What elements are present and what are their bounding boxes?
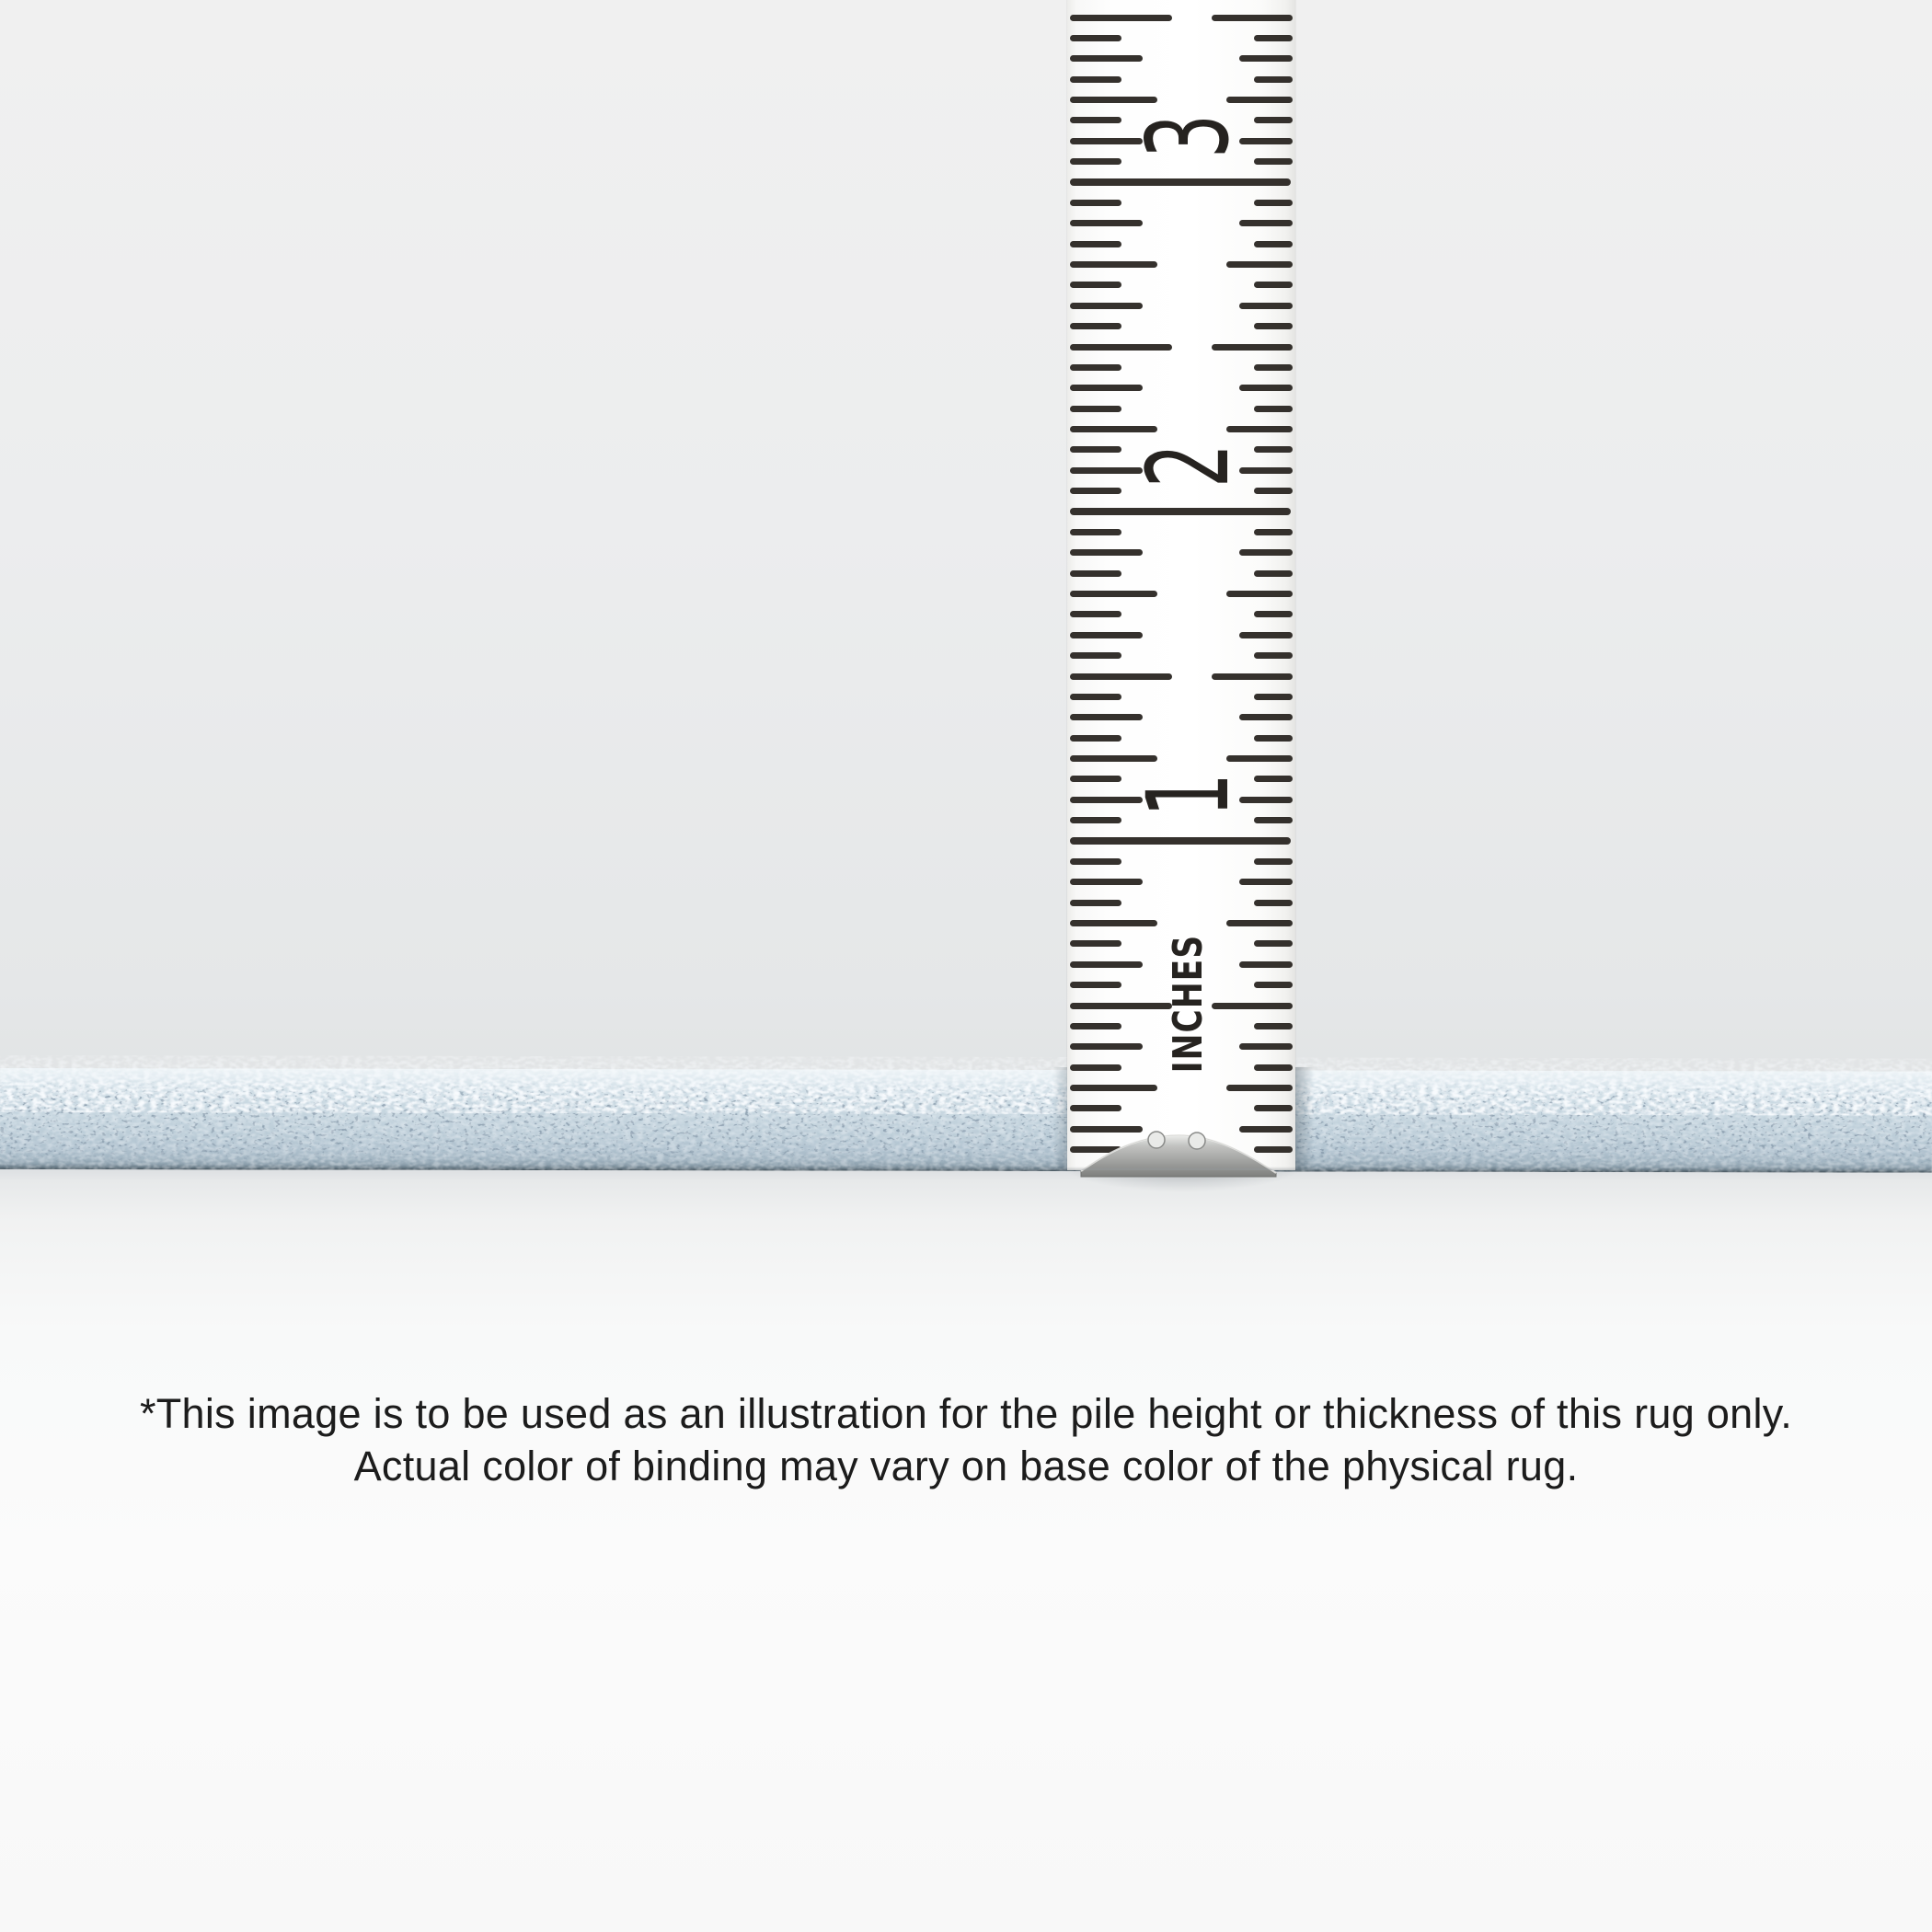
ruler-tick: [1070, 652, 1121, 659]
ruler-tick: [1070, 982, 1121, 988]
ruler-tick: [1254, 117, 1293, 123]
rivet: [1148, 1132, 1165, 1148]
ruler-tick: [1254, 323, 1293, 329]
ruler-tick: [1070, 117, 1121, 123]
rug-texture: [0, 1055, 1932, 1173]
ruler-unit-label: INCHES: [1165, 934, 1212, 1074]
ruler-tick: [1254, 940, 1293, 947]
ruler-tick: [1070, 364, 1121, 371]
ruler-tick: [1070, 282, 1121, 288]
ruler-tick: [1254, 611, 1293, 617]
ruler-tick: [1254, 200, 1293, 206]
ruler-tick: [1070, 1023, 1121, 1029]
ruler-inch-line: [1070, 837, 1291, 845]
ruler-tick: [1254, 529, 1293, 535]
ruler-tick: [1239, 632, 1293, 638]
ruler-inch-label: 3: [1123, 113, 1254, 159]
ruler-tick: [1070, 940, 1121, 947]
ruler-tick: [1254, 570, 1293, 577]
ruler-tick: [1254, 982, 1293, 988]
ruler-tick: [1239, 55, 1293, 62]
ruler-inch-line: [1070, 508, 1291, 515]
ruler-tick: [1070, 549, 1143, 556]
ruler-tick: [1070, 920, 1157, 926]
ruler-tick: [1070, 1064, 1121, 1071]
ruler-tick: [1070, 961, 1143, 968]
ruler-cast-shadow-left: [1052, 1067, 1067, 1170]
ruler-tick: [1254, 35, 1293, 41]
ruler-inch-line: [1070, 178, 1291, 186]
ruler-tick: [1070, 446, 1121, 453]
ruler-tick: [1254, 446, 1293, 453]
ruler-tick: [1070, 776, 1121, 782]
ruler-tick: [1212, 673, 1293, 680]
ruler-tick: [1070, 611, 1121, 617]
ruler-tick: [1070, 879, 1143, 885]
ruler-tick: [1239, 549, 1293, 556]
ruler-tick: [1254, 1105, 1293, 1111]
ruler-tick: [1070, 323, 1121, 329]
ruler-tick: [1254, 735, 1293, 742]
ruler-tick: [1254, 282, 1293, 288]
ruler-tick: [1070, 261, 1157, 268]
rug-pile-swatch: [0, 1055, 1932, 1173]
ruler-tick: [1254, 858, 1293, 865]
ruler-tick: [1254, 1064, 1293, 1071]
ruler-tick: [1070, 900, 1121, 906]
ruler-tick: [1070, 735, 1121, 742]
ruler-tick: [1254, 364, 1293, 371]
ruler-tick: [1254, 694, 1293, 700]
ruler-tick: [1070, 858, 1121, 865]
ruler-tick: [1070, 1085, 1157, 1091]
ruler-inch-label: 2: [1123, 443, 1254, 489]
ruler-tick: [1254, 406, 1293, 412]
ruler-tick: [1239, 303, 1293, 309]
ruler-tick: [1254, 652, 1293, 659]
ruler-tick: [1070, 220, 1143, 226]
ruler-tick: [1070, 158, 1121, 165]
ruler-metal-tip: [1075, 1128, 1288, 1179]
ruler-tick: [1212, 344, 1293, 351]
ruler-tick: [1070, 241, 1121, 247]
ruler-tick: [1254, 817, 1293, 823]
ruler-tick: [1254, 158, 1293, 165]
ruler-tick: [1239, 1043, 1293, 1050]
ruler-tick: [1254, 1023, 1293, 1029]
ruler-tick: [1254, 488, 1293, 494]
ruler-tick: [1239, 879, 1293, 885]
ruler-tick: [1070, 303, 1143, 309]
ruler-tick: [1070, 570, 1121, 577]
ruler-tick: [1070, 632, 1143, 638]
ruler-tick: [1070, 344, 1172, 351]
ruler-inch-label: 1: [1123, 772, 1254, 818]
ruler-tick: [1070, 714, 1143, 720]
ruler-tick: [1070, 35, 1121, 41]
ruler: [1067, 0, 1295, 1170]
ruler-tick: [1226, 591, 1293, 597]
ruler-tick: [1070, 55, 1143, 62]
ruler-tick: [1239, 385, 1293, 391]
ruler-tick: [1070, 1043, 1143, 1050]
ruler-tick: [1070, 200, 1121, 206]
ruler-tick: [1070, 673, 1172, 680]
ruler-tick: [1070, 488, 1121, 494]
ruler-tick: [1226, 261, 1293, 268]
ruler-tick: [1070, 1003, 1172, 1009]
ruler-tick: [1070, 694, 1121, 700]
ruler-tick: [1070, 1105, 1121, 1111]
ruler-tick: [1239, 220, 1293, 226]
rivet: [1189, 1133, 1205, 1149]
ruler-tick: [1226, 920, 1293, 926]
ruler-tick: [1254, 900, 1293, 906]
caption-line2: Actual color of binding may vary on base color of the physical rug.: [353, 1443, 1579, 1489]
ruler-tick: [1070, 529, 1121, 535]
ruler-tick: [1070, 817, 1121, 823]
ruler-tick: [1212, 15, 1293, 21]
ruler-tick: [1226, 1085, 1293, 1091]
caption-line1: *This image is to be used as an illustration for the pile height or thickness of this rug only.: [139, 1390, 1793, 1437]
caption: [0, 1387, 1932, 1492]
ruler-tick: [1070, 15, 1172, 21]
ruler-tick: [1070, 591, 1157, 597]
ruler-tick: [1212, 1003, 1293, 1009]
foreground-surface: [0, 1165, 1932, 1932]
ruler-tick: [1070, 385, 1143, 391]
ruler-tick: [1239, 961, 1293, 968]
ruler-tick: [1070, 76, 1121, 83]
ruler-tick: [1254, 241, 1293, 247]
ruler-tick: [1254, 76, 1293, 83]
ruler-tick: [1070, 406, 1121, 412]
ruler-tick: [1254, 776, 1293, 782]
ruler-tick: [1239, 714, 1293, 720]
